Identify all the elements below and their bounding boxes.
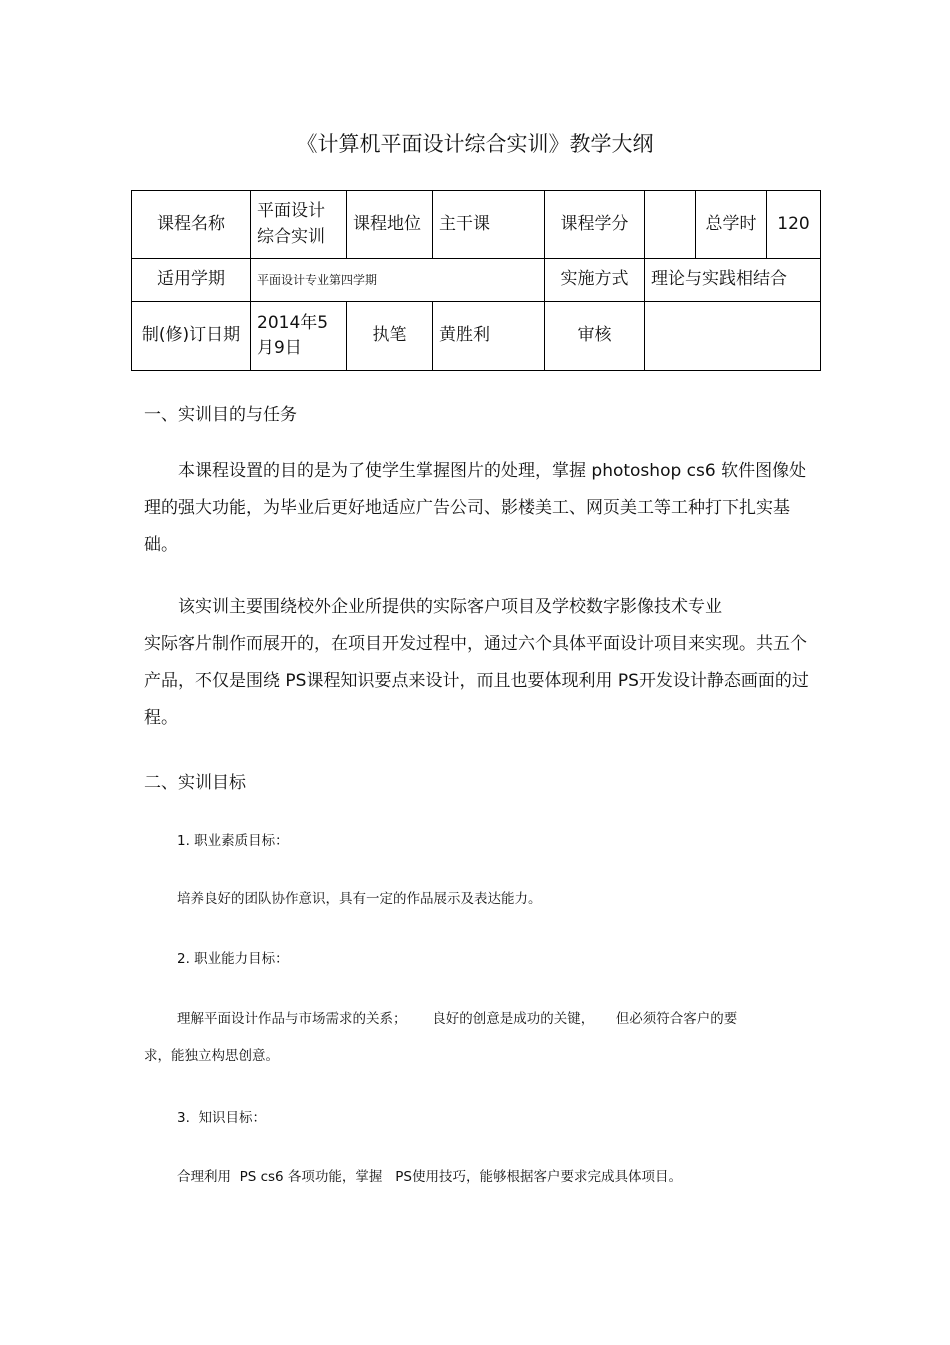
- goal-2-title: 2. 职业能力目标：: [177, 951, 289, 967]
- cell-course-name: 平面设计综合实训: [251, 191, 347, 259]
- table-row: [132, 302, 821, 371]
- cell-total-hours: 120: [767, 191, 821, 259]
- cell-reviewer-label: 审核: [545, 302, 645, 371]
- cell-credits-label: 课程学分: [545, 191, 645, 259]
- goal-1-title: 1. 职业素质目标：: [177, 833, 289, 849]
- cell-semester: 平面设计专业第四学期: [251, 259, 545, 302]
- goal-3-title: 3. 知识目标：: [177, 1110, 266, 1126]
- cell-revision-date: 2014年5月9日: [251, 302, 347, 371]
- cell-revision-date-label: 制(修)订日期: [132, 302, 251, 371]
- paragraph-purpose: 本课程设置的目的是为了使学生掌握图片的处理，掌握 photoshop cs6 软件图像处理的强大功能，为毕业后更好地适应广告公司、影楼美工、网页美工等工种打下扎实基础。: [144, 461, 807, 555]
- goal-3-body: 合理利用 PS cs6 各项功能，掌握 PS使用技巧，能够根据客户要求完成具体项目。: [177, 1169, 683, 1185]
- cell-credits: [645, 191, 696, 259]
- cell-author: 黄胜利: [433, 302, 545, 371]
- table-row: [132, 191, 821, 259]
- paragraph-training: 实际客片制作而展开的，在项目开发过程中，通过六个具体平面设计项目来实现。共五个产品，不仅是围绕 PS课程知识要点来设计，而且也要体现利用 PS开发设计静态画面的过程。: [144, 634, 809, 728]
- table-row: [132, 259, 821, 302]
- section-heading-2: 二、实训目标: [144, 773, 246, 793]
- goal-1-body: 培养良好的团队协作意识，具有一定的作品展示及表达能力。: [177, 891, 542, 907]
- cell-reviewer: [645, 302, 821, 371]
- cell-course-name-label: 课程名称: [132, 191, 251, 259]
- goal-2-body-line2: 求，能独立构思创意。: [144, 1048, 279, 1064]
- cell-method: 理论与实践相结合: [645, 259, 821, 302]
- cell-course-status: 主干课: [433, 191, 545, 259]
- cell-semester-label: 适用学期: [132, 259, 251, 302]
- cell-total-hours-label: 总学时: [696, 191, 767, 259]
- cell-course-status-label: 课程地位: [347, 191, 433, 259]
- paragraph-training-line1: 该实训主要围绕校外企业所提供的实际客户项目及学校数字影像技术专业: [178, 597, 722, 617]
- cell-method-label: 实施方式: [545, 259, 645, 302]
- goal-2-body-line1: 理解平面设计作品与市场需求的关系； 良好的创意是成功的关键， 但必须符合客户的要: [177, 1011, 738, 1027]
- section-heading-1: 一、实训目的与任务: [144, 405, 297, 425]
- cell-author-label: 执笔: [347, 302, 433, 371]
- page-title: 《计算机平面设计综合实训》教学大纲: [296, 132, 654, 156]
- course-info-table: [131, 190, 821, 371]
